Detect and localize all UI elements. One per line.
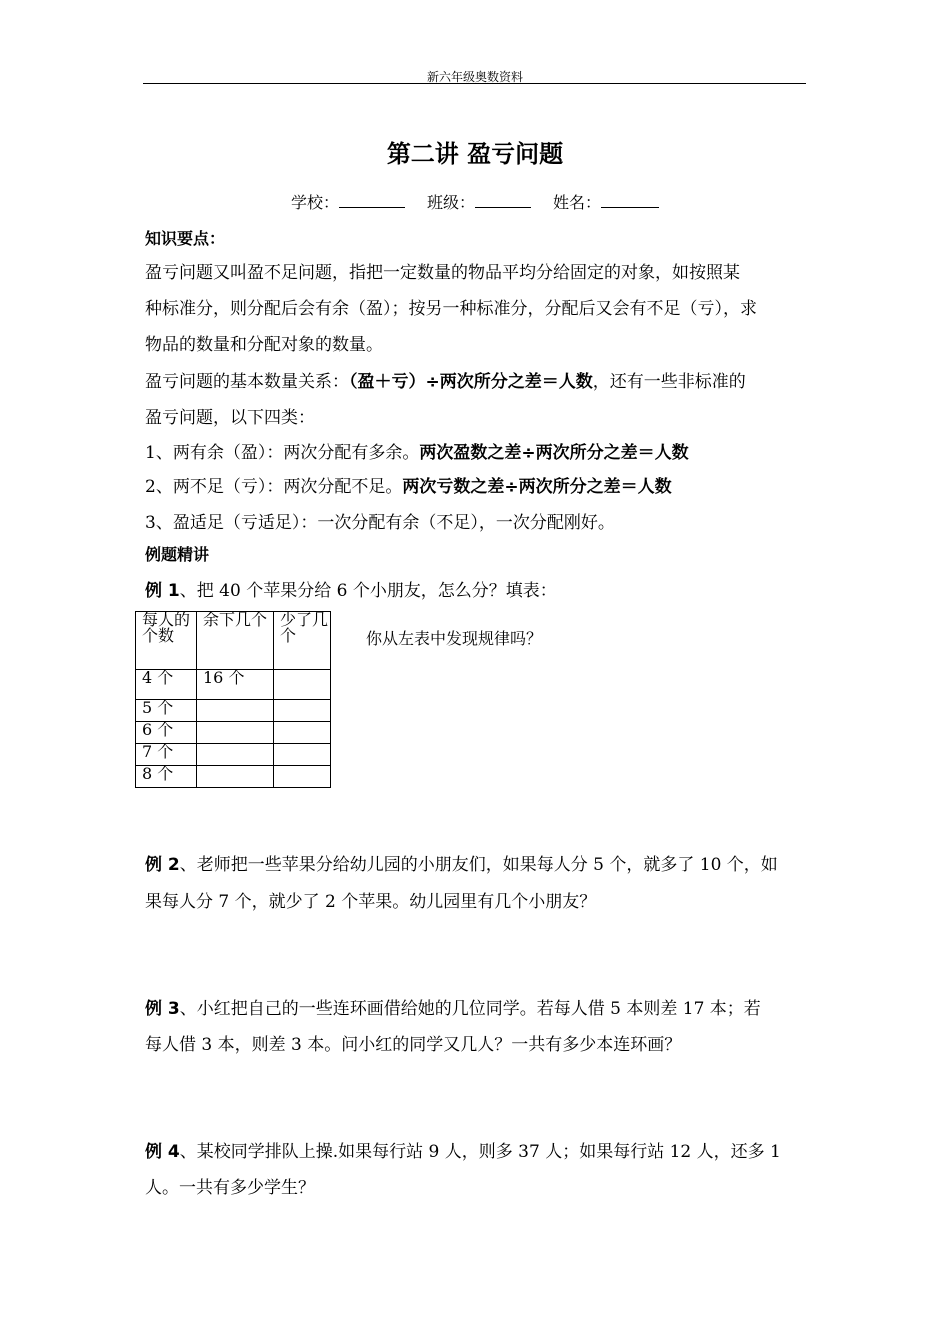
relation-prefix: 盈亏问题的基本数量关系： — [145, 372, 349, 392]
example-2-line-1 — [145, 850, 778, 875]
relation-line-2: 盈亏问题，以下四类： — [145, 408, 315, 428]
table-cell[interactable] — [274, 670, 331, 700]
table-cell: 8 个 — [136, 766, 197, 788]
name-blank[interactable] — [601, 193, 659, 208]
case-3-text: 3、盈适足（亏适足）：一次分配有余（不足），一次分配刚好。 — [145, 513, 615, 533]
name-label: 姓名： — [553, 193, 602, 212]
table-cell[interactable] — [197, 700, 274, 722]
example-3-label: 例 3 — [145, 999, 180, 1019]
example-1-side-question: 你从左表中发现规律吗？ — [366, 629, 543, 648]
student-info-line — [0, 190, 950, 213]
example-1-text: 、把 40 个苹果分给 6 个小朋友，怎么分？填表： — [179, 581, 557, 601]
example-2-label: 例 2 — [145, 855, 180, 875]
intro-line-2: 种标准分，则分配后会有余（盈）；按另一种标准分，分配后又会有不足（亏），求 — [145, 299, 757, 319]
example-4-text-1: 、某校同学排队上操.如果每行站 9 人，则多 37 人；如果每行站 12 人，还多 1 — [179, 1142, 781, 1162]
example-3-line-2: 每人借 3 本，则差 3 本。问小红的同学又几人？一共有多少本连环画？ — [145, 1035, 682, 1055]
table-cell[interactable] — [274, 722, 331, 744]
table-cell[interactable] — [197, 766, 274, 788]
table-row — [136, 766, 331, 788]
table-row — [136, 744, 331, 766]
example-3-line-1 — [145, 994, 761, 1019]
table-cell[interactable] — [197, 744, 274, 766]
case-1 — [145, 438, 689, 463]
header-rule — [143, 83, 806, 84]
knowledge-heading: 知识要点： — [145, 229, 226, 248]
example-4-line-2: 人。一共有多少学生？ — [145, 1178, 315, 1198]
relation-formula: （盈＋亏）÷两次所分之差＝人数 — [349, 372, 593, 392]
example-2-text-1: 、老师把一些苹果分给幼儿园的小朋友们，如果每人分 5 个，就多了 10 个，如 — [179, 855, 778, 875]
table-cell: 16 个 — [197, 670, 274, 700]
table-cell: 5 个 — [136, 700, 197, 722]
table-cell[interactable] — [274, 744, 331, 766]
table-header-cell: 每人的个数 — [136, 612, 197, 670]
school-label: 学校： — [290, 193, 339, 212]
example-1 — [145, 576, 557, 601]
table-cell[interactable] — [274, 700, 331, 722]
case-2-formula: 两次亏数之差÷两次所分之差＝人数 — [402, 477, 672, 497]
page-title: 第二讲 盈亏问题 — [386, 140, 564, 168]
page-header: 新六年级奥数资料 — [426, 70, 523, 84]
case-1-formula: 两次盈数之差÷两次所分之差＝人数 — [419, 443, 689, 463]
relation-suffix: ，还有一些非标准的 — [592, 372, 746, 392]
class-label: 班级： — [426, 193, 475, 212]
table-cell[interactable] — [197, 722, 274, 744]
case-1-text: 1、两有余（盈）：两次分配有多余。 — [145, 443, 420, 463]
table-header-cell: 少了几个 — [274, 612, 331, 670]
table-row — [136, 670, 331, 700]
table-row — [136, 700, 331, 722]
school-blank[interactable] — [339, 193, 405, 208]
class-blank[interactable] — [475, 193, 531, 208]
case-2 — [145, 472, 672, 497]
example-1-label: 例 1 — [145, 581, 180, 601]
examples-heading: 例题精讲 — [145, 545, 210, 564]
table-cell: 6 个 — [136, 722, 197, 744]
example-1-table — [135, 611, 331, 788]
table-row — [136, 722, 331, 744]
relation-line — [145, 367, 746, 392]
case-2-text: 2、两不足（亏）：两次分配不足。 — [145, 477, 403, 497]
intro-line-1: 盈亏问题又叫盈不足问题，指把一定数量的物品平均分给固定的对象，如按照某 — [145, 263, 740, 283]
table-cell: 4 个 — [136, 670, 197, 700]
table-cell: 7 个 — [136, 744, 197, 766]
example-2-line-2: 果每人分 7 个，就少了 2 个苹果。幼儿园里有几个小朋友？ — [145, 892, 597, 912]
example-4-line-1 — [145, 1137, 781, 1162]
table-cell[interactable] — [274, 766, 331, 788]
example-3-text-1: 、小红把自己的一些连环画借给她的几位同学。若每人借 5 本则差 17 本；若 — [179, 999, 761, 1019]
table-header-cell: 余下几个 — [197, 612, 274, 670]
intro-line-3: 物品的数量和分配对象的数量。 — [145, 335, 383, 355]
example-4-label: 例 4 — [145, 1142, 180, 1162]
case-3 — [145, 508, 615, 533]
